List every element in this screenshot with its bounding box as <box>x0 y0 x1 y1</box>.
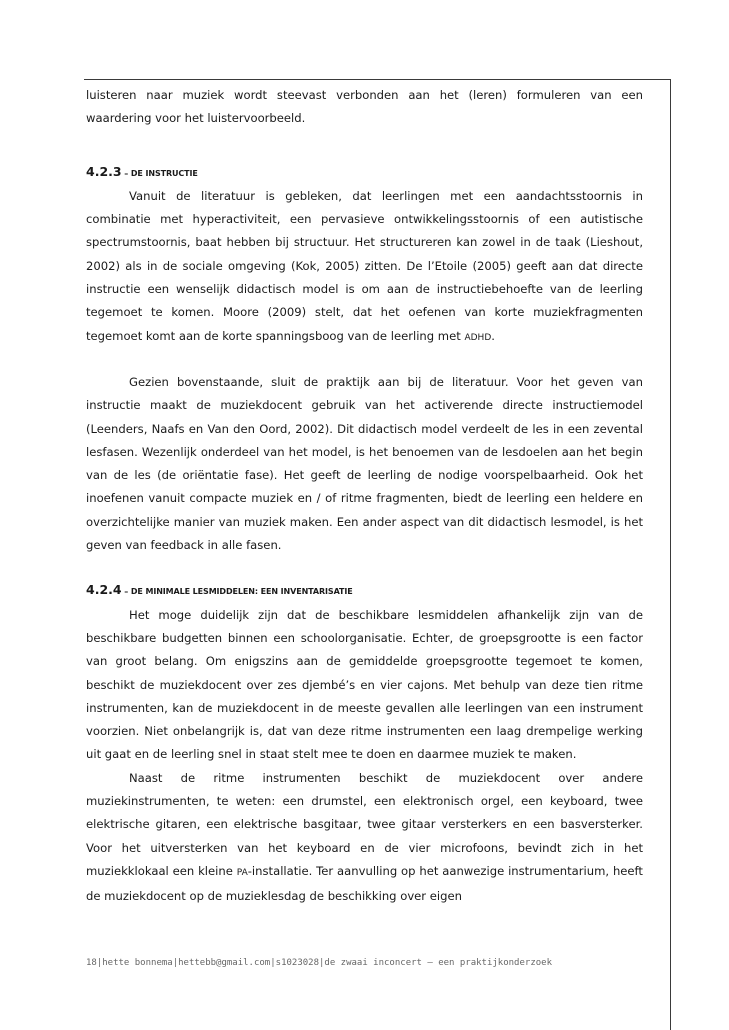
paragraph-text-end: -installatie. Ter aanvulling op het aanwezige instrumentarium, heeft de muziekdocent op de muzieklesdag de beschikking over eigen <box>86 863 643 904</box>
section-heading-4-2-4 <box>86 578 643 603</box>
right-margin-rule <box>670 79 671 1030</box>
section-title: DE INSTRUCTIE <box>130 168 198 178</box>
section-title: DE MINIMALE LESMIDDELEN: EEN INVENTARISATIE <box>130 587 353 597</box>
section-dash: – <box>121 168 131 178</box>
top-rule <box>84 79 671 80</box>
abbreviation: ADHD <box>464 332 492 343</box>
page-footer: 18|hette bonnema|hettebb@gmail.com|s1023028|de zwaai inconcert – een praktijkonderzoek <box>86 958 552 968</box>
paragraph-lesmiddelen-1: Het moge duidelijk zijn dat de beschikbare lesmiddelen afhankelijk zijn van de beschikbare budgetten binnen een schoolorganisatie. Echter, de groepsgrootte is een factor van groot belang. Om enigszins aan de gemiddelde groepsgrootte tegemoet te komen, beschikt de muziekdocent over zes djembé’s en vier cajons. Met behulp van deze tien ritme instrumenten, kan de muziekdocent in de meeste gevallen alle leerlingen van een instrument voorzien. Niet onbelangrijk is, dat van deze ritme instrumenten een laag drempelige werking uit gaat en de leerling snel in staat stelt mee te doen en daarmee muziek te maken. <box>86 607 643 762</box>
paragraph-instructie-2: Gezien bovenstaande, sluit de praktijk aan bij de literatuur. Voor het geven van instructie maakt de muziekdocent gebruik van het activerende directe instructiemodel (Leenders, Naafs en Van den Oord, 2002). Dit didactisch model verdeelt de les in een zevental lesfasen. Wezenlijk onderdeel van het model, is het benoemen van de lesdoelen aan het begin van de les (de oriëntatie fase). Het geeft de leerling de nodige voorspelbaarheid. Ook het inoefenen vanuit compacte muziek en / of ritme fragmenten, biedt de leerling een heldere en overzichtelijke manier van muziek maken. Een ander aspect van dit didactisch lesmodel, is het geven van feedback in alle fasen. <box>86 374 643 553</box>
abbreviation: PA <box>236 867 248 878</box>
section-number: 4.2.4 <box>86 582 122 598</box>
section-dash: – <box>121 587 131 597</box>
section-number: 4.2.3 <box>86 163 122 179</box>
section-heading-4-2-3 <box>86 160 643 185</box>
intro-paragraph: luisteren naar muziek wordt steevast verbonden aan het (leren) formuleren van een waardering voor het luistervoorbeeld. <box>86 88 643 126</box>
paragraph-instructie-1 <box>86 185 643 350</box>
paragraph-text: Vanuit de literatuur is gebleken, dat leerlingen met een aandachtsstoornis in combinatie met hyperactiviteit, een pervasieve ontwikkelingsstoornis of een autistische spectrumstoornis, baat hebben bij structuur. Het structureren kan zowel in de taak (Lieshout, 2002) als in de sociale omgeving (Kok, 2005) zitten. De l’Etoile (2005) geeft aan dat directe instructie een wenselijk didactisch model is om aan de instructiebehoefte van de leerling tegemoet te komen. Moore (2009) stelt, dat het oefenen van korte muziekfragmenten tegemoet komt aan de korte spanningsboog van de leerling met <box>86 188 643 343</box>
paragraph-lesmiddelen-2 <box>86 767 643 909</box>
paragraph-end: . <box>491 328 495 343</box>
paragraph-text: Naast de ritme instrumenten beschikt de muziekdocent over andere muziekinstrumenten, te weten: een drumstel, een elektronisch orgel, een keyboard, twee elektrische gitaren, een elektrische basgitaar, twee gitaar versterkers en een basversterker. Voor het uitversterken van het keyboard en de vier microfoons, bevindt zich in het muziekklokaal een kleine <box>86 770 643 878</box>
page-body <box>86 84 643 909</box>
